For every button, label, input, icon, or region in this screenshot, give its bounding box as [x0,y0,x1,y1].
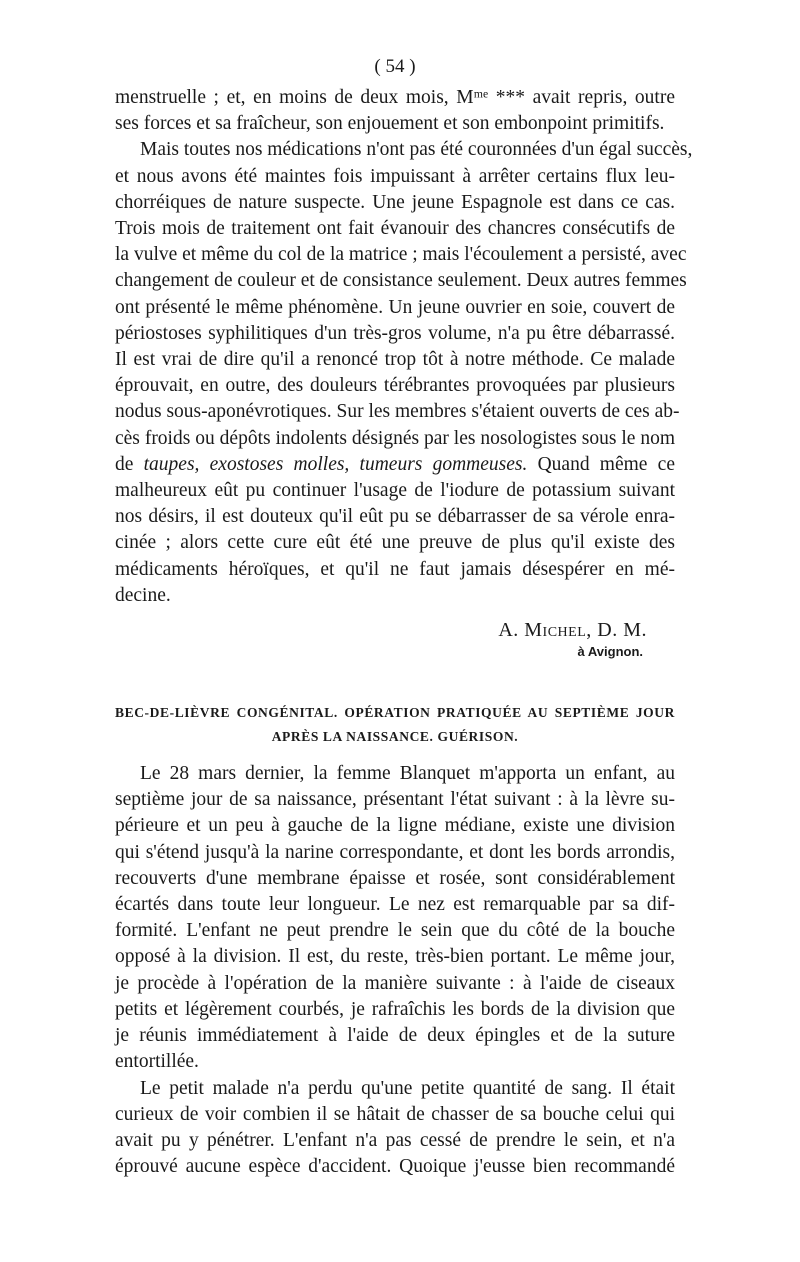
page-number: ( 54 ) [374,56,416,77]
text-line: je procède à l'opération de la manière suivante : à l'aide de ciseaux [115,972,675,994]
text-line: éprouvé aucune espèce d'accident. Quoique j'eusse bien recommandé [115,1156,675,1178]
text-line: septième jour de sa naissance, présentant l'état suivant : à la lèvre su- [115,789,675,811]
text-line: formité. L'enfant ne peut prendre le sein que du côté de la bouche [115,920,675,942]
text-line: Trois mois de traitement ont fait évanouir des chancres consécutifs de [115,218,675,240]
paragraph-2 [115,137,693,609]
text-line: opposé à la division. Il est, du reste, très-bien portant. Le même jour, [115,946,675,968]
text-line: chorréiques de nature suspecte. Une jeune Espagnole est dans ce cas. [115,191,675,213]
text-line: Le petit malade n'a perdu qu'une petite quantité de sang. Il était [140,1077,675,1099]
text-line: médicaments héroïques, et qu'il ne faut jamais désespérer en mé- [115,558,675,580]
text-line: Il est vrai de dire qu'il a renoncé trop tôt à notre méthode. Ce malade [115,349,675,371]
text-line: écartés dans toute leur longueur. Le nez est remarquable par sa dif- [115,894,675,916]
text-line: Le 28 mars dernier, la femme Blanquet m'apporta un enfant, au [140,763,675,785]
text-line: Mais toutes nos médications n'ont pas été couronnées d'un égal succès, [140,139,693,161]
text-line: petits et légèrement courbés, je rafraîchis les bords de la division que [115,998,675,1020]
text-line: cinée ; alors cette cure eût été une preuve de plus qu'il existe des [115,532,675,554]
page [115,56,693,1180]
text-line: nodus sous-aponévrotiques. Sur les membres s'étaient ouverts de ces ab- [115,401,680,423]
text-line: recouverts d'une membrane épaisse et rosée, sont considérablement [115,867,675,889]
text-segment: Quand même ce [527,453,675,475]
italic-terms: taupes, exostoses molles, tumeurs gommeuses. [143,453,528,475]
text-line: changement de couleur et de consistance seulement. Deux autres femmes [115,270,687,292]
author-location: à Avignon. [577,644,643,660]
text-line: périostoses syphilitiques d'un très-gros volume, n'a pu être débarrassé. [115,322,675,344]
text-line: curieux de voir combien il se hâtait de chasser de sa bouche celui qui [115,1103,675,1125]
text-line: ses forces et sa fraîcheur, son enjouement et son embonpoint primitifs. [115,113,665,135]
paragraph-1 [115,85,675,137]
paragraph-4 [115,1076,675,1181]
text-line: ont présenté le même phénomène. Un jeune ouvrier en soie, couvert de [115,296,675,318]
text-line: malheureux eût pu continuer l'usage de l'iodure de potassium suivant [115,480,675,502]
text-line: éprouvait, en outre, des douleurs térébrantes provoquées par plusieurs [115,375,675,397]
text-line: périeure et un peu à gauche de la ligne médiane, existe une division [115,815,675,837]
text-line: nos désirs, il est douteux qu'il eût pu se débarrasser de sa vérole enra- [115,506,675,528]
text-line: entortillée. [115,1051,199,1073]
text-line: cès froids ou dépôts indolents désignés par les nosologistes sous le nom [115,427,675,449]
author-signature: A. Michel, D. M. [498,619,647,642]
paragraph-3 [115,761,675,1075]
text-line: je réunis immédiatement à l'aide de deux épingles et de la suture [115,1025,675,1047]
section-title-line-2: APRÈS LA NAISSANCE. GUÉRISON. [271,729,519,745]
text-line-with-italics [115,452,675,478]
text-line: menstruelle ; et, en moins de deux mois, Mᵐᵉ *** avait repris, outre [115,87,675,108]
text-segment: de [115,453,144,475]
section-title-line-1: BEC-DE-LIÈVRE CONGÉNITAL. OPÉRATION PRATIQUÉE AU SEPTIÈME JOUR [115,705,675,721]
text-line: qui s'étend jusqu'à la narine correspondante, et dont les bords arrondis, [115,841,675,863]
text-line: decine. [115,584,171,606]
text-line: et nous avons été maintes fois impuissant à arrêter certains flux leu- [115,165,675,187]
section-title [115,701,675,749]
text-line: la vulve et même du col de la matrice ; mais l'écoulement a persisté, avec [115,244,687,266]
text-line: avait pu y pénétrer. L'enfant n'a pas cessé de prendre le sein, et n'a [115,1129,675,1151]
